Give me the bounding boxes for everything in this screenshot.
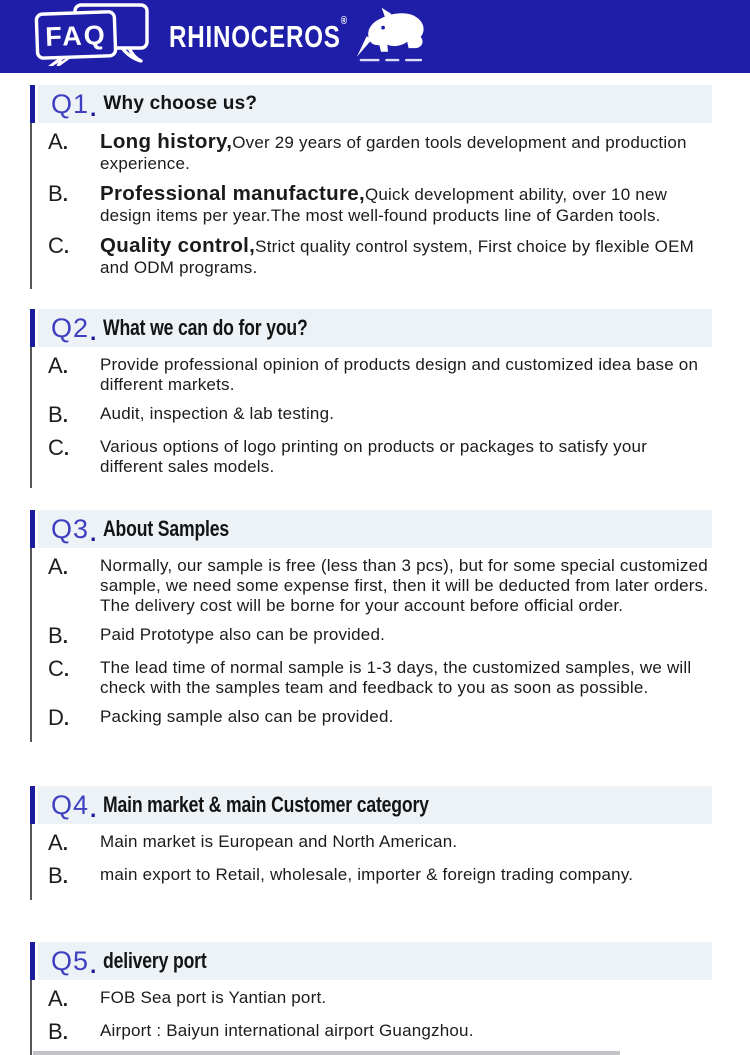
answer-item [48,556,712,616]
question-number-dot: . [90,94,97,121]
answer-letter: C. [48,435,70,460]
question-title: Why choose us? [103,93,258,114]
rhinoceros-logo-icon [354,3,432,70]
answer-letter: B. [48,181,68,206]
answer-letter: B. [48,402,68,427]
answer-letter: B. [48,863,68,888]
answer-letter: B. [48,1019,68,1044]
answer-letter: A. [48,986,68,1011]
answer-letter: A. [48,830,68,855]
question-title: What we can do for you? [103,315,309,340]
question-header-q1 [30,85,712,123]
question-number: Q4 [51,789,90,820]
answer-text: Long history,Over 29 years of garden tools development and production experience. [100,130,687,173]
answer-text: Professional manufacture,Quick development ability, over 10 new design items per year.The most well-found products line of Garden tools. [100,182,668,225]
answer-item [48,183,712,226]
question-header-bg [38,942,712,980]
answer-text: FOB Sea port is Yantian port. [100,988,327,1007]
answer-letter: A. [48,353,68,378]
question-header-bg [38,786,712,824]
answer-item [48,404,712,428]
registered-trademark-symbol: ® [340,14,348,27]
answer-text: The lead time of normal sample is 1-3 days, the customized samples, we will check with the samples team and feedback to you as soon as possible. [100,658,692,697]
faq-speech-bubble-icon [33,2,151,71]
brand-wordmark [169,14,348,55]
answer-lead: Long history, [100,130,233,153]
answers-q4 [30,824,712,900]
answer-text: Various options of logo printing on products or packages to satisfy your different sales models. [100,437,648,476]
question-number-dot: . [90,795,97,822]
answer-item [48,625,712,649]
question-number-dot: . [90,318,97,345]
answer-item [48,658,712,698]
question-header-bg [38,510,712,548]
answer-item [48,235,712,278]
header-accent-bar [30,510,35,548]
answers-q3 [30,548,712,742]
question-number-dot: . [90,951,97,978]
faq-section-q1 [0,85,750,289]
cropped-next-section-edge [33,1051,620,1055]
answer-text: main export to Retail, wholesale, importer & foreign trading company. [100,865,634,884]
faq-section-q2 [0,309,750,488]
answer-letter: A. [48,129,68,154]
answers-q1 [30,123,712,289]
question-header-bg [38,309,712,347]
answers-q2 [30,347,712,488]
question-title: delivery port [103,948,207,973]
answer-text: Main market is European and North American. [100,832,458,851]
question-header-q2 [30,309,712,347]
answer-text: Airport : Baiyun international airport Guangzhou. [100,1021,474,1040]
faq-section-q4 [0,786,750,900]
header-accent-bar [30,309,35,347]
question-number: Q5 [51,945,90,976]
question-header-q3 [30,510,712,548]
answer-letter: C. [48,656,70,681]
answer-text: Paid Prototype also can be provided. [100,625,386,644]
question-number: Q1 [51,88,90,119]
brand-lockup [169,3,432,70]
question-number: Q2 [51,312,90,343]
brand-banner [0,0,750,73]
answer-item [48,988,712,1012]
answer-lead: Professional manufacture, [100,182,365,205]
answer-item [48,355,712,395]
question-number-dot: . [90,519,97,546]
answer-item [48,707,712,731]
header-accent-bar [30,85,35,123]
answer-item [48,1021,712,1045]
answer-text: Provide professional opinion of products design and customized idea base on different markets. [100,355,699,394]
answer-letter: B. [48,623,68,648]
svg-text:FAQ: FAQ [44,19,108,53]
header-accent-bar [30,786,35,824]
answer-text: Packing sample also can be provided. [100,707,394,726]
question-header-q5 [30,942,712,980]
answer-item [48,865,712,889]
answers-q5 [30,980,712,1055]
answer-item [48,131,712,174]
question-title: About Samples [103,516,230,541]
answer-letter: C. [48,233,70,258]
header-accent-bar [30,942,35,980]
question-number: Q3 [51,513,90,544]
answer-item [48,437,712,477]
answer-item [48,832,712,856]
faq-section-q3 [0,510,750,742]
answer-letter: D. [48,705,70,730]
faq-section-q5 [0,942,750,1055]
answer-text: Audit, inspection & lab testing. [100,404,335,423]
question-title: Main market & main Customer category [103,792,430,817]
answer-text: Normally, our sample is free (less than 3 pcs), but for some special customized sample, we need some expense first, then it will be deducted from later orders. The delivery cost will be borne for your account before official order. [100,556,709,615]
question-header-q4 [30,786,712,824]
answer-lead: Quality control, [100,234,256,257]
answer-letter: A. [48,554,68,579]
brand-name-text: RHINOCEROS [169,18,341,54]
question-header-bg [38,85,712,123]
answer-text: Quality control,Strict quality control system, First choice by flexible OEM and ODM programs. [100,234,694,277]
